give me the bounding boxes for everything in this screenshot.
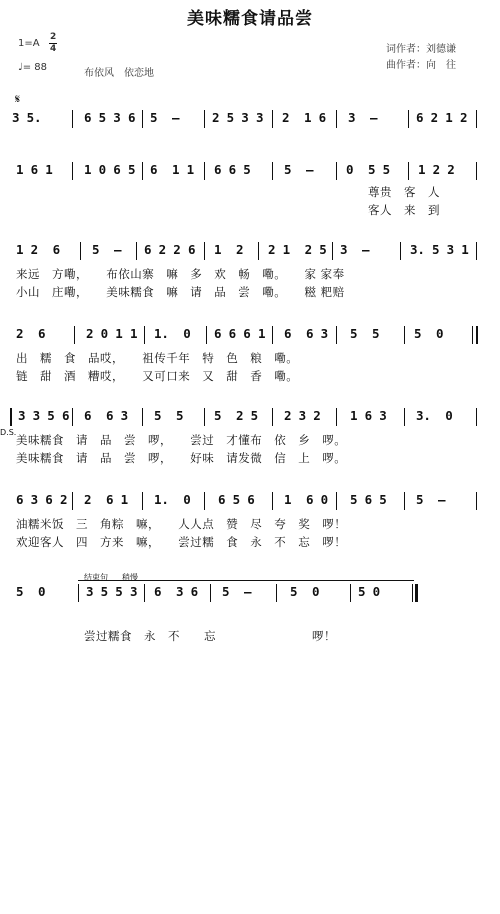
measure: 5 – bbox=[416, 492, 446, 507]
score-system-2 bbox=[0, 162, 500, 232]
measure: 6 6 3 bbox=[84, 408, 128, 423]
measure: 5 – bbox=[92, 242, 122, 257]
measure: 3 5. bbox=[12, 110, 42, 125]
measure: 1 2 bbox=[214, 242, 244, 257]
measure: 2 1 6 bbox=[282, 110, 326, 125]
measure: 6 2 1 2 bbox=[416, 110, 468, 125]
measure: 1 6 1 bbox=[16, 162, 53, 177]
measure: 1. 0 bbox=[154, 492, 191, 507]
measure: 3 3 5 6 bbox=[18, 408, 70, 423]
lyric-line-2: 美味糯食 请 品 尝 啰， 好味 请发微 信 上 啰。 bbox=[16, 451, 347, 465]
measure: 5 6 5 bbox=[350, 492, 387, 507]
measure: 5 2 5 bbox=[214, 408, 258, 423]
coda-label: 结束句 bbox=[84, 573, 108, 582]
score-system-6 bbox=[0, 492, 500, 562]
lyric-line-2: 链 甜 酒 糟哎， 又可口来 又 甜 香 嘞。 bbox=[16, 369, 299, 383]
score-system-1 bbox=[0, 110, 500, 170]
measure: 3. 0 bbox=[416, 408, 453, 423]
lyric-line-1: 美味糯食 请 品 尝 啰， 尝过 才懂布 依 乡 啰。 bbox=[16, 433, 347, 447]
lyric-line-1: 油糯米饭 三 角粽 嘛， 人人点 赞 尽 夸 奖 啰！ bbox=[16, 517, 347, 531]
measure: 1 6 0 bbox=[284, 492, 328, 507]
measure: 1 2 6 bbox=[16, 242, 60, 257]
measure: 3 – bbox=[348, 110, 378, 125]
measure: 2 5 3 3 bbox=[212, 110, 264, 125]
ritardando-label: 稍慢 bbox=[122, 573, 138, 582]
lyric-line-1: 来远 方嘞， 布依山寨 嘛 多 欢 畅 嘞。 家 家奉 bbox=[16, 267, 345, 281]
measure: 5 – bbox=[222, 584, 252, 599]
measure: 6 5 6 bbox=[218, 492, 255, 507]
measure: 5 0 bbox=[414, 326, 444, 341]
ds-mark: D.S. bbox=[0, 428, 17, 437]
measure: 6 6 5 bbox=[214, 162, 251, 177]
song-title: 美味糯食请品尝 bbox=[187, 9, 313, 29]
measure: 2 0 1 1 bbox=[86, 326, 138, 341]
measure: 2 1 2 5 bbox=[268, 242, 327, 257]
score-system-4 bbox=[0, 326, 500, 396]
measure: 2 3 2 bbox=[284, 408, 321, 423]
lyric-line-1: 尝过糯食 永 不 忘 啰！ bbox=[84, 629, 336, 643]
lyric-line-1: 出 糯 食 品哎， 祖传千年 特 色 粮 嘞。 bbox=[16, 351, 299, 365]
score-system-5 bbox=[0, 408, 500, 478]
measure: 2 6 bbox=[16, 326, 46, 341]
measure: 5 – bbox=[284, 162, 314, 177]
measure: 5 0 bbox=[290, 584, 320, 599]
lyric-line-2: 小山 庄嘞， 美味糯食 嘛 请 品 尝 嘞。 糍 粑赔 bbox=[16, 285, 345, 299]
measure: 6 3 6 bbox=[154, 584, 198, 599]
lyric-line-2: 客人 来 到 bbox=[368, 203, 440, 217]
measure: 5 – bbox=[150, 110, 180, 125]
lyricist-credit: 词作者：刘德谦 bbox=[386, 44, 456, 55]
measure: 1 2 2 bbox=[418, 162, 455, 177]
score-system-3 bbox=[0, 242, 500, 312]
measure: 5 5 bbox=[350, 326, 380, 341]
measure: 3 – bbox=[340, 242, 370, 257]
time-signature-top: 2 bbox=[50, 32, 57, 42]
measure: 6 5 3 6 bbox=[84, 110, 136, 125]
lyric-line-2: 欢迎客人 四 方来 嘛， 尝过糯 食 永 不 忘 啰！ bbox=[16, 535, 347, 549]
time-signature-bottom: 4 bbox=[50, 44, 57, 54]
measure: 6 2 2 6 bbox=[144, 242, 196, 257]
measure: 6 6 3 bbox=[284, 326, 328, 341]
measure: 1. 0 bbox=[154, 326, 191, 341]
composer-credit: 曲作者：向 往 bbox=[386, 60, 456, 71]
style-marking: 布依风 依恋地 bbox=[84, 68, 154, 79]
tempo-marking: ♩= 88 bbox=[18, 62, 47, 73]
measure: 6 3 6 2 bbox=[16, 492, 68, 507]
segno-mark: 𝄋 bbox=[15, 92, 21, 106]
measure: 3. 5 3 1 bbox=[410, 242, 469, 257]
score-system-7 bbox=[0, 572, 500, 662]
measure: 0 5 5 bbox=[346, 162, 390, 177]
measure: 5 0 bbox=[358, 584, 380, 599]
measure: 6 1 1 bbox=[150, 162, 194, 177]
measure: 5 0 bbox=[16, 584, 46, 599]
measure: 2 6 1 bbox=[84, 492, 128, 507]
lyric-line-1: 尊贵 客 人 bbox=[368, 185, 440, 199]
measure: 3 5 5 3 bbox=[86, 584, 138, 599]
measure: 5 5 bbox=[154, 408, 184, 423]
measure: 1 0 6 5 bbox=[84, 162, 136, 177]
key-signature: 1=A bbox=[18, 38, 40, 49]
measure: 1 6 3 bbox=[350, 408, 387, 423]
measure: 6 6 6 1 bbox=[214, 326, 266, 341]
